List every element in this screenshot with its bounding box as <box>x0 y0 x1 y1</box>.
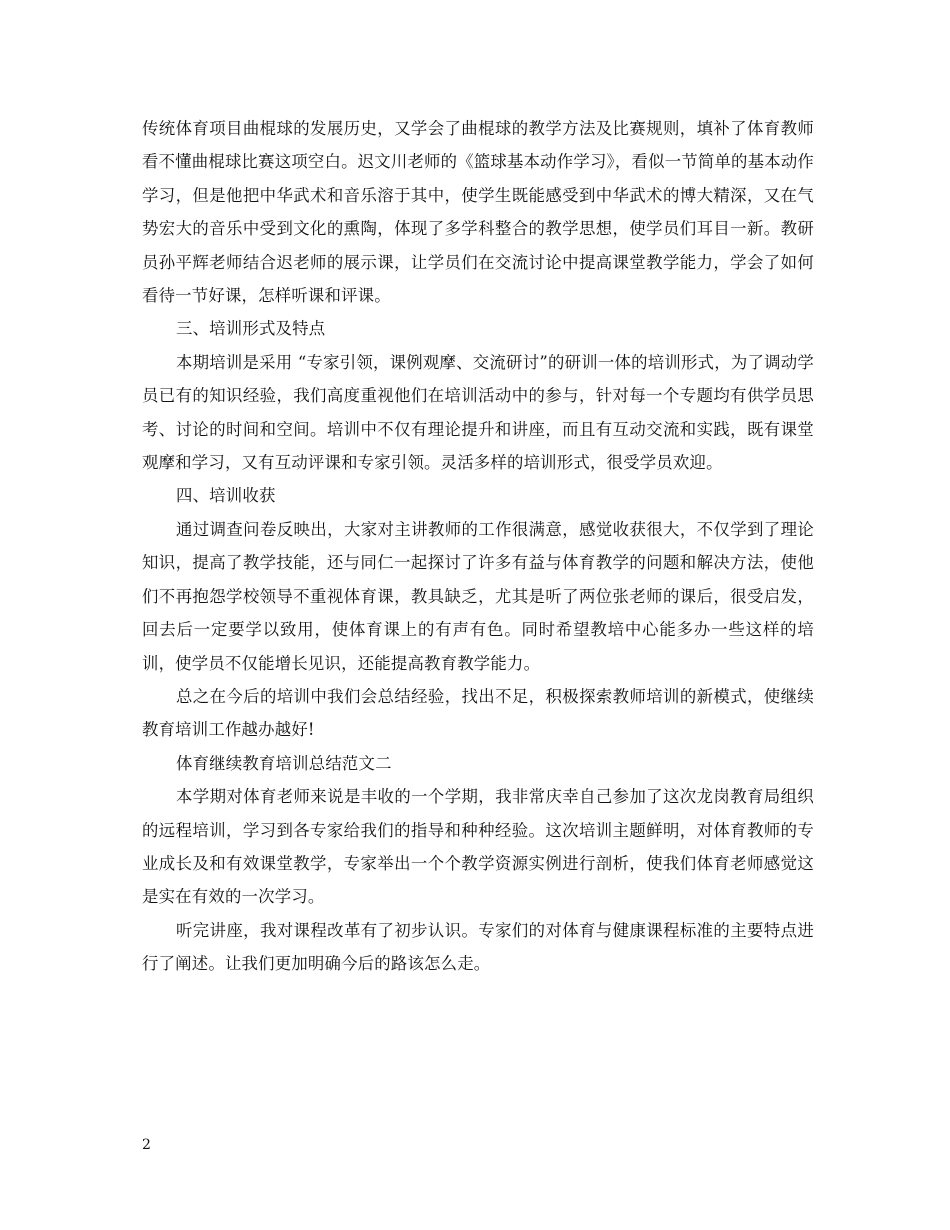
paragraph-2: 本期培训是采用 “专家引领，课例观摩、交流研讨”的研训一体的培训形式，为了调动学员已有的知识经验，我们高度重视他们在培训活动中的参与，针对每一个专题均有供学员思考、讨论的时间和空间。培训中不仅有理论提升和讲座，而且有互动交流和实践，既有课堂观摩和学习，又有互动评课和专家引领。灵活多样的培训形式，很受学员欢迎。 <box>142 352 814 473</box>
page-number: 2 <box>142 1137 151 1153</box>
paragraph-6: 听完讲座，我对课程改革有了初步认识。专家们的对体育与健康课程标准的主要特点进行了阐述。让我们更加明确今后的路该怎么走。 <box>142 920 814 974</box>
heading-section-3: 三、培训形式及特点 <box>176 319 326 339</box>
heading-section-4: 四、培训收获 <box>176 486 276 506</box>
paragraph-1: 传统体育项目曲棍球的发展历史，又学会了曲棍球的教学方法及比赛规则，填补了体育教师看不懂曲棍球比赛这项空白。迟文川老师的《篮球基本动作学习》，看似一节简单的基本动作学习，但是他把中华武术和音乐溶于其中，使学生既能感受到中华武术的博大精深，又在气势宏大的音乐中受到文化的熏陶，体现了多学科整合的教学思想，使学员们耳目一新。教研员孙平辉老师结合迟老师的展示课，让学员们在交流讨论中提高课堂教学能力，学会了如何看待一节好课，怎样听课和评课。 <box>142 119 815 306</box>
heading-sample-2: 体育继续教育培训总结范文二 <box>176 753 392 773</box>
document-body <box>142 112 814 981</box>
paragraph-5: 本学期对体育老师来说是丰收的一个学期，我非常庆幸自己参加了这次龙岗教育局组织的远程培训，学习到各专家给我们的指导和种种经验。这次培训主题鲜明，对体育教师的专业成长及和有效课堂教学，专家举出一个个教学资源实例进行剖析，使我们体育老师感觉这是实在有效的一次学习。 <box>142 787 814 907</box>
paragraph-4: 总之在今后的培训中我们会总结经验，找出不足，积极探索教师培训的新模式，使继续教育培训工作越办越好! <box>142 686 814 740</box>
paragraph-3: 通过调查问卷反映出，大家对主讲教师的工作很满意，感觉收获很大，不仅学到了理论知识，提高了教学技能，还与同仁一起探讨了许多有益与体育教学的问题和解决方法，使他们不再抱怨学校领导不重视体育课，教具缺乏，尤其是听了两位张老师的课后，很受启发，回去后一定要学以致用，使体育课上的有声有色。同时希望教培中心能多办一些这样的培训，使学员不仅能增长见识，还能提高教育教学能力。 <box>142 519 814 673</box>
